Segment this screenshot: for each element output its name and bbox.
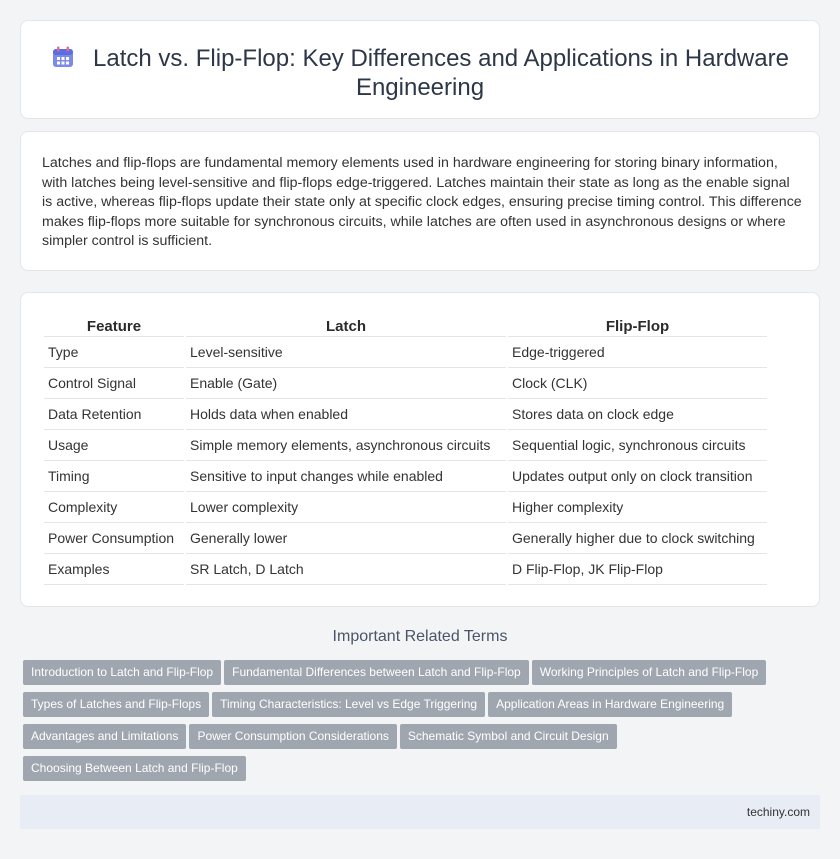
cell-flip-flop: Updates output only on clock transition: [508, 461, 767, 492]
header-flip-flop: Flip-Flop: [508, 317, 767, 337]
footer: [20, 795, 820, 829]
cell-feature: Complexity: [44, 492, 184, 523]
comparison-card: [20, 292, 820, 607]
related-term-tag[interactable]: Timing Characteristics: Level vs Edge Triggering: [212, 692, 485, 717]
table-row: [44, 523, 767, 554]
table-row: [44, 492, 767, 523]
title-card: [20, 20, 820, 119]
table-row: [44, 430, 767, 461]
table-row: [44, 337, 767, 368]
intro-card: [20, 131, 820, 271]
table-row: [44, 554, 767, 585]
header-latch: Latch: [186, 317, 506, 337]
cell-latch: SR Latch, D Latch: [186, 554, 506, 585]
cell-flip-flop: Stores data on clock edge: [508, 399, 767, 430]
comparison-table: [42, 317, 769, 585]
related-terms-list: [23, 660, 813, 788]
related-term-tag[interactable]: Introduction to Latch and Flip-Flop: [23, 660, 221, 685]
related-term-tag[interactable]: Types of Latches and Flip-Flops: [23, 692, 209, 717]
header-feature: Feature: [44, 317, 184, 337]
cell-feature: Power Consumption: [44, 523, 184, 554]
cell-feature: Control Signal: [44, 368, 184, 399]
table-row: [44, 461, 767, 492]
cell-feature: Examples: [44, 554, 184, 585]
table-row: [44, 399, 767, 430]
footer-site-link[interactable]: techiny.com: [746, 805, 810, 819]
related-term-tag[interactable]: Working Principles of Latch and Flip-Flop: [532, 660, 767, 685]
intro-paragraph: Latches and flip-flops are fundamental memory elements used in hardware engineering for storing binary information, with latches being level-sensitive and flip-flops edge-triggered. Latches maintain their state as long as the enable signal is active, whereas flip-flops update their state only at specific clock edges, ensuring precise timing control. This difference makes flip-flops more suitable for synchronous circuits, while latches are often used in asynchronous designs or where simpler control is sufficient.: [42, 155, 802, 250]
cell-flip-flop: Generally higher due to clock switching: [508, 523, 767, 554]
page-title: [21, 44, 819, 102]
cell-latch: Holds data when enabled: [186, 399, 506, 430]
table-row: [44, 368, 767, 399]
cell-feature: Timing: [44, 461, 184, 492]
cell-flip-flop: Clock (CLK): [508, 368, 767, 399]
cell-flip-flop: Sequential logic, synchronous circuits: [508, 430, 767, 461]
cell-latch: Enable (Gate): [186, 368, 506, 399]
cell-latch: Generally lower: [186, 523, 506, 554]
cell-feature: Data Retention: [44, 399, 184, 430]
related-term-tag[interactable]: Application Areas in Hardware Engineering: [488, 692, 732, 717]
table-header-row: [44, 317, 767, 337]
related-term-tag[interactable]: Schematic Symbol and Circuit Design: [400, 724, 617, 749]
page-title-text: Latch vs. Flip-Flop: Key Differences and Applications in Hardware Engineering: [93, 45, 789, 101]
cell-feature: Usage: [44, 430, 184, 461]
cell-latch: Lower complexity: [186, 492, 506, 523]
cell-flip-flop: Edge-triggered: [508, 337, 767, 368]
cell-flip-flop: D Flip-Flop, JK Flip-Flop: [508, 554, 767, 585]
page-header: [21, 44, 819, 102]
calendar-icon: [51, 45, 75, 69]
related-term-tag[interactable]: Advantages and Limitations: [23, 724, 186, 749]
cell-flip-flop: Higher complexity: [508, 492, 767, 523]
cell-latch: Level-sensitive: [186, 337, 506, 368]
cell-feature: Type: [44, 337, 184, 368]
related-term-tag[interactable]: Fundamental Differences between Latch and Flip-Flop: [224, 660, 529, 685]
cell-latch: Simple memory elements, asynchronous circuits: [186, 430, 506, 461]
related-term-tag[interactable]: Power Consumption Considerations: [189, 724, 396, 749]
related-term-tag[interactable]: Choosing Between Latch and Flip-Flop: [23, 756, 246, 781]
related-terms-heading: Important Related Terms: [332, 628, 508, 645]
cell-latch: Sensitive to input changes while enabled: [186, 461, 506, 492]
